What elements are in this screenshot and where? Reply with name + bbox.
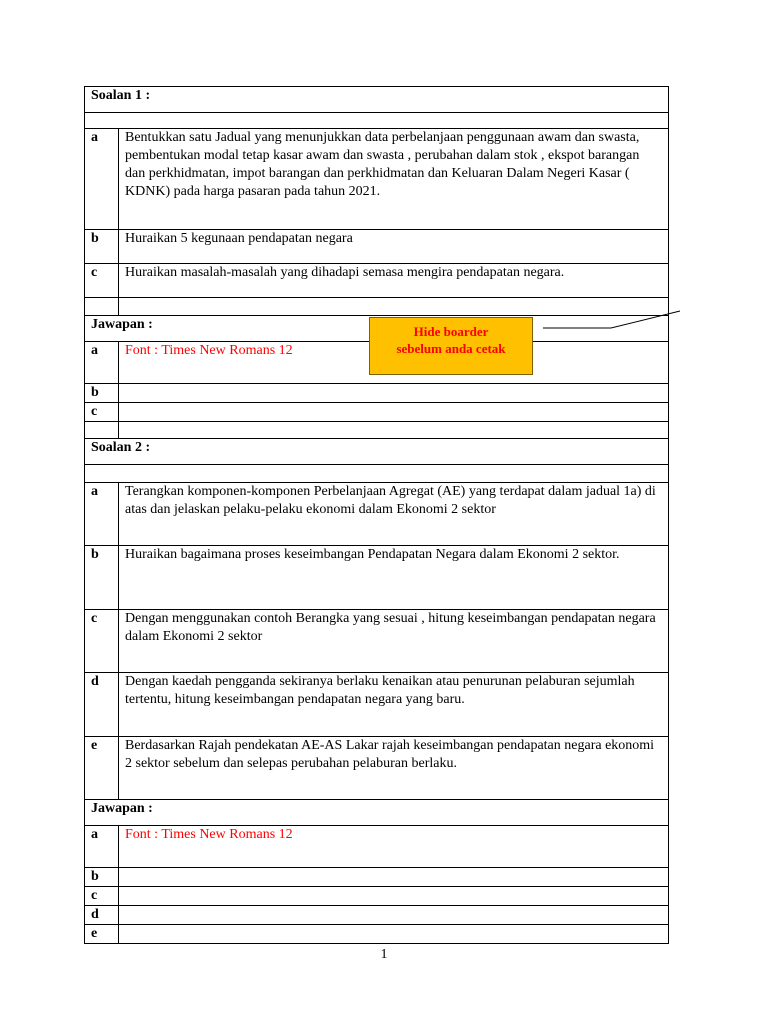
empty-row <box>85 465 669 483</box>
answer-text <box>119 906 669 925</box>
answer-text <box>119 925 669 944</box>
page-number: 1 <box>380 947 388 962</box>
soalan1-title: Soalan 1 : <box>85 87 669 113</box>
question-text: Berdasarkan Rajah pendekatan AE-AS Lakar rajah keseimbangan pendapatan negara ekonomi 2 sektor sebelum dan selepas perubahan pelaburan berlaku. <box>119 737 669 800</box>
answer-text: Font : Times New Romans 12 <box>119 826 669 868</box>
answer-label: d <box>85 906 119 925</box>
question-label: c <box>85 264 119 298</box>
answer-label: c <box>85 403 119 422</box>
answer-label: a <box>85 342 119 384</box>
answer-text <box>119 868 669 887</box>
question-text: Terangkan komponen-komponen Perbelanjaan Agregat (AE) yang terdapat dalam jadual 1a) di atas dan jelaskan pelaku-pelaku ekonomi dalam Ekonomi 2 sektor <box>119 483 669 546</box>
answer-row <box>85 403 669 422</box>
jawapan2-title: Jawapan : <box>85 800 669 826</box>
question-row <box>85 483 669 546</box>
comment-line-1: Hide boarder <box>413 324 489 339</box>
question-text: Dengan menggunakan contoh Berangka yang sesuai , hitung keseimbangan pendapatan negara dalam Ekonomi 2 sektor <box>119 610 669 673</box>
question-text: Bentukkan satu Jadual yang menunjukkan data perbelanjaan penggunaan awam dan swasta, pembentukan modal tetap kasar awam dan swasta , perubahan dalam stok , ekspot barangan dan perkhidmatan, impot barangan dan perkhidmatan dan Keluaran Dalam Negeri Kasar ( KDNK) pada harga pasaran pada tahun 2021. <box>119 129 669 230</box>
empty-row <box>85 113 669 129</box>
answer-text: Font : Times New Romans 12 <box>119 342 669 384</box>
answer-label: b <box>85 868 119 887</box>
answer-row <box>85 384 669 403</box>
soalan1-header-row <box>85 87 669 113</box>
question-label: b <box>85 546 119 610</box>
answer-row <box>85 925 669 944</box>
question-row <box>85 610 669 673</box>
answer-row <box>85 826 669 868</box>
answer-label: e <box>85 925 119 944</box>
answer-text <box>119 384 669 403</box>
question-text: Huraikan masalah-masalah yang dihadapi semasa mengira pendapatan negara. <box>119 264 669 298</box>
question-label: e <box>85 737 119 800</box>
question-label: a <box>85 129 119 230</box>
question-row <box>85 673 669 737</box>
question-row <box>85 546 669 610</box>
answer-label: a <box>85 826 119 868</box>
jawapan2-header-row <box>85 800 669 826</box>
answer-row <box>85 887 669 906</box>
jawapan1-title: Jawapan : <box>85 316 669 342</box>
answer-row <box>85 906 669 925</box>
answer-row <box>85 868 669 887</box>
empty-row <box>85 298 669 316</box>
question-row <box>85 737 669 800</box>
answer-label: c <box>85 887 119 906</box>
soalan2-header-row <box>85 439 669 465</box>
question-row <box>85 230 669 264</box>
answer-label: b <box>85 384 119 403</box>
question-label: d <box>85 673 119 737</box>
question-label: b <box>85 230 119 264</box>
answer-text <box>119 887 669 906</box>
question-label: c <box>85 610 119 673</box>
soalan2-title: Soalan 2 : <box>85 439 669 465</box>
question-text: Dengan kaedah pengganda sekiranya berlaku kenaikan atau penurunan pelaburan sejumlah tertentu, hitung keseimbangan pendapatan negara yang baru. <box>119 673 669 737</box>
empty-row <box>85 422 669 439</box>
question-text: Huraikan bagaimana proses keseimbangan Pendapatan Negara dalam Ekonomi 2 sektor. <box>119 546 669 610</box>
comment-box[interactable] <box>369 317 533 375</box>
question-row <box>85 129 669 230</box>
comment-line-2: sebelum anda cetak <box>396 341 506 356</box>
question-row <box>85 264 669 298</box>
question-label: a <box>85 483 119 546</box>
question-table <box>84 86 669 944</box>
answer-text <box>119 403 669 422</box>
question-text: Huraikan 5 kegunaan pendapatan negara <box>119 230 669 264</box>
